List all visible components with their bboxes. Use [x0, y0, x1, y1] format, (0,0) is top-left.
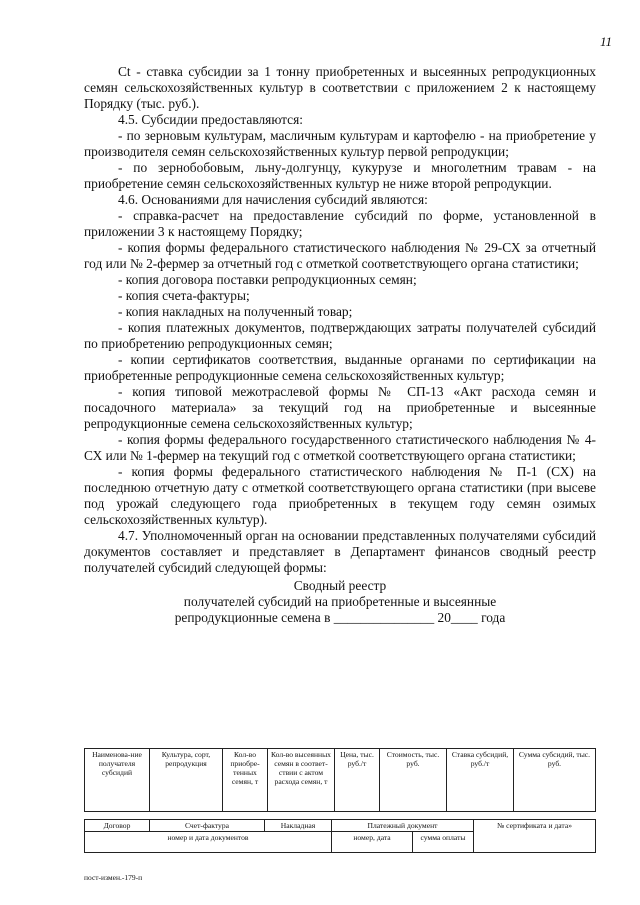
paragraph: - копия накладных на полученный товар; — [118, 304, 353, 319]
paragraph: 4.5. Субсидии предоставляются: — [118, 112, 303, 127]
footer-code: пост-измен.-179-п — [84, 873, 143, 882]
table-header-cell: Кол-во приобре-тенных семян, т — [223, 749, 268, 812]
paragraph: Ct - ставка субсидии за 1 тонну приобретенных и высеянных репродукционных семян сельскохозяйственных культур в соответствии с приложением 2 к настоящему Порядку (тыс. руб.). — [84, 64, 596, 111]
table-header-cell: номер, дата — [332, 832, 413, 853]
table-header-cell: Цена, тыс. руб./т — [335, 749, 380, 812]
table-header-cell: Культура, сорт, репродукция — [150, 749, 223, 812]
paragraph: - копия платежных документов, подтверждающих затраты получателей субсидий по приобретению репродукционных семян; — [84, 320, 596, 351]
table-header-cell: Кол-во высеянных семян в соответ-ствии с актом расхода семян, т — [268, 749, 335, 812]
register-title-line: Сводный реестр — [293, 578, 387, 593]
page-number: 11 — [599, 34, 612, 49]
table-header-row — [85, 820, 596, 832]
register-table-main — [84, 748, 596, 812]
paragraph: - справка-расчет на предоставление субсидий по форме, установленной в приложении 3 к настоящему Порядку; — [84, 208, 596, 239]
table-header-cell: Накладная — [265, 820, 332, 832]
paragraph: - копия формы федерального статистического наблюдения № 29-СХ за отчетный год или № 2-фермер за отчетный год с отметкой соответствующего органа статистики; — [84, 240, 596, 271]
paragraph: 4.6. Основаниями для начисления субсидий являются: — [118, 192, 428, 207]
paragraph: - по зернобобовым, льну-долгунцу, кукурузе и многолетним травам - на приобретение семян сельскохозяйственных культур не ниже второй репродукции. — [84, 160, 596, 191]
paragraph: - по зерновым культурам, масличным культурам и картофелю - на приобретение у производителя семян сельскохозяйственных культур первой репродукции; — [84, 128, 596, 159]
table-header-cell: Платежный документ — [332, 820, 474, 832]
document-body — [84, 64, 596, 626]
table-header-cell: Счет-фактура — [150, 820, 265, 832]
table-header-cell: Ставка субсидий, руб./т — [447, 749, 514, 812]
table-header-cell: номер и дата документов — [85, 832, 332, 853]
paragraph: - копия формы федерального статистического наблюдения № П-1 (СХ) на последнюю отчетную дату с отметкой соответствующего органа статистики (при высеве под урожай следующего года приобретенных в текущем году семян озимых сельскохозяйственных культур). — [84, 464, 596, 527]
table-header-cell: Договор — [85, 820, 150, 832]
register-title — [84, 578, 596, 626]
table-header-cell: Наименова-ние получателя субсидий — [85, 749, 150, 812]
table-header-cell: сумма оплаты — [413, 832, 474, 853]
table-header-row — [85, 749, 596, 812]
table-header-cell: Сумма субсидий, тыс. руб. — [514, 749, 596, 812]
paragraph: - копия формы федерального государственного статистического наблюдения № 4-СХ или № 1-фермер на текущий год с отметкой соответствующего органа статистики; — [84, 432, 596, 463]
paragraph: - копия типовой межотраслевой формы № СП-13 «Акт расхода семян и посадочного материала» за текущий год на приобретенные и высеянные репродукционные семена сельскохозяйственных культур; — [84, 384, 596, 431]
table-header-cell: Стоимость, тыс. руб. — [380, 749, 447, 812]
register-title-line: получателей субсидий на приобретенные и высеянные — [183, 594, 497, 609]
register-table-documents — [84, 819, 596, 853]
paragraph: - копия счета-фактуры; — [118, 288, 250, 303]
paragraph: 4.7. Уполномоченный орган на основании представленных получателями субсидий документов составляет и представляет в Департамент финансов сводный реестр получателей субсидий следующей формы: — [84, 528, 596, 575]
register-title-line: репродукционные семена в _______________ 20____ года — [174, 610, 506, 625]
paragraph: - копия договора поставки репродукционных семян; — [118, 272, 417, 287]
paragraph: - копии сертификатов соответствия, выданные органами по сертификации на приобретенные репродукционные семена сельскохозяйственных культур; — [84, 352, 596, 383]
table-header-cell: № сертификата и дата» — [474, 820, 596, 853]
